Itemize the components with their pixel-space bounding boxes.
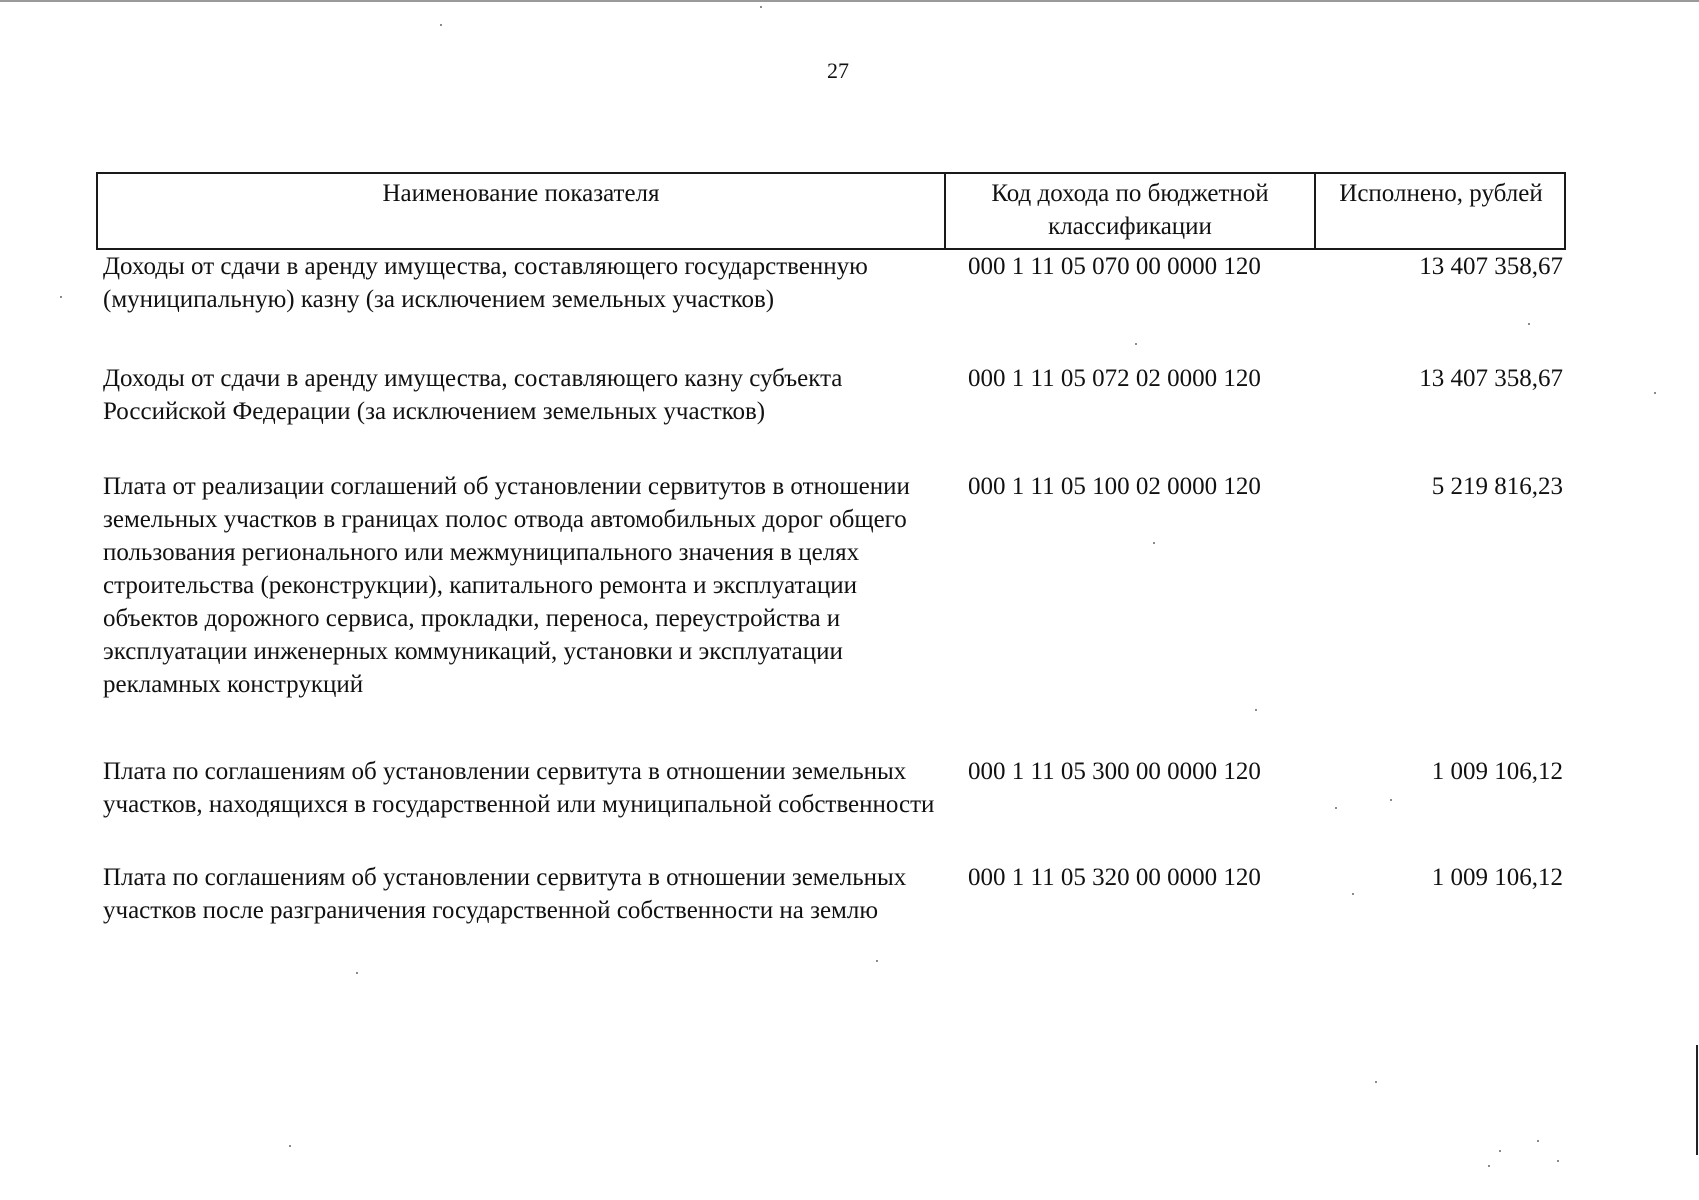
scan-speck bbox=[356, 972, 358, 974]
row-name: Плата от реализации соглашений об установлении сервитутов в отношении земельных участков в границах полос отвода автомобильных дорог общего пользования регионального или межмуниципального значения в целях строительства (реконструкции), капитального ремонта и эксплуатации объектов дорожного сервиса, прокладки, переноса, переустройства и эксплуатации инженерных коммуникаций, установки и эксплуатации рекламных конструкций bbox=[103, 473, 910, 698]
row-name: Доходы от сдачи в аренду имущества, составляющего казну субъекта Российской Федерации (за исключением земельных участков) bbox=[103, 365, 843, 425]
scan-speck bbox=[1335, 807, 1337, 809]
scan-speck bbox=[1499, 1150, 1501, 1152]
table-header bbox=[96, 172, 1566, 250]
row-name: Плата по соглашениям об установлении сервитута в отношении земельных участков после разграничения государственной собственности на землю bbox=[103, 864, 907, 924]
row-code: 000 1 11 05 300 00 0000 120 bbox=[968, 758, 1261, 785]
row-amount: 1 009 106,12 bbox=[1431, 864, 1563, 891]
scan-speck bbox=[1390, 799, 1392, 801]
scan-speck bbox=[1255, 709, 1257, 711]
row-name: Доходы от сдачи в аренду имущества, составляющего государственную (муниципальную) казну (за исключением земельных участков) bbox=[103, 253, 868, 313]
scan-top-edge bbox=[0, 0, 1699, 2]
header-executed: Исполнено, рублей bbox=[1339, 180, 1543, 207]
scan-edge-mark bbox=[1696, 1045, 1698, 1155]
scan-speck bbox=[1537, 1140, 1539, 1142]
row-amount: 13 407 358,67 bbox=[1419, 253, 1563, 280]
row-name: Плата по соглашениям об установлении сервитута в отношении земельных участков, находящихся в государственной или муниципальной собственности bbox=[103, 758, 935, 818]
scan-speck bbox=[440, 24, 442, 26]
row-amount: 1 009 106,12 bbox=[1431, 758, 1563, 785]
row-code: 000 1 11 05 100 02 0000 120 bbox=[968, 473, 1261, 500]
scan-speck bbox=[1528, 323, 1530, 325]
scan-speck bbox=[1375, 1081, 1377, 1083]
scan-speck bbox=[876, 960, 878, 962]
row-code: 000 1 11 05 320 00 0000 120 bbox=[968, 864, 1261, 891]
scan-speck bbox=[1488, 1165, 1490, 1167]
row-amount: 13 407 358,67 bbox=[1419, 365, 1563, 392]
scan-speck bbox=[760, 6, 762, 8]
scan-speck bbox=[1557, 1160, 1559, 1162]
row-code: 000 1 11 05 072 02 0000 120 bbox=[968, 365, 1261, 392]
page-number: 27 bbox=[827, 58, 849, 83]
row-amount: 5 219 816,23 bbox=[1431, 473, 1563, 500]
row-code: 000 1 11 05 070 00 0000 120 bbox=[968, 253, 1261, 280]
scan-speck bbox=[60, 296, 62, 298]
header-code: Код дохода по бюджетной классификации bbox=[991, 180, 1269, 240]
scan-speck bbox=[1654, 392, 1656, 394]
scan-speck bbox=[1135, 343, 1137, 345]
scan-speck bbox=[1153, 542, 1155, 544]
scan-speck bbox=[289, 1145, 291, 1147]
header-name: Наименование показателя bbox=[382, 180, 660, 207]
